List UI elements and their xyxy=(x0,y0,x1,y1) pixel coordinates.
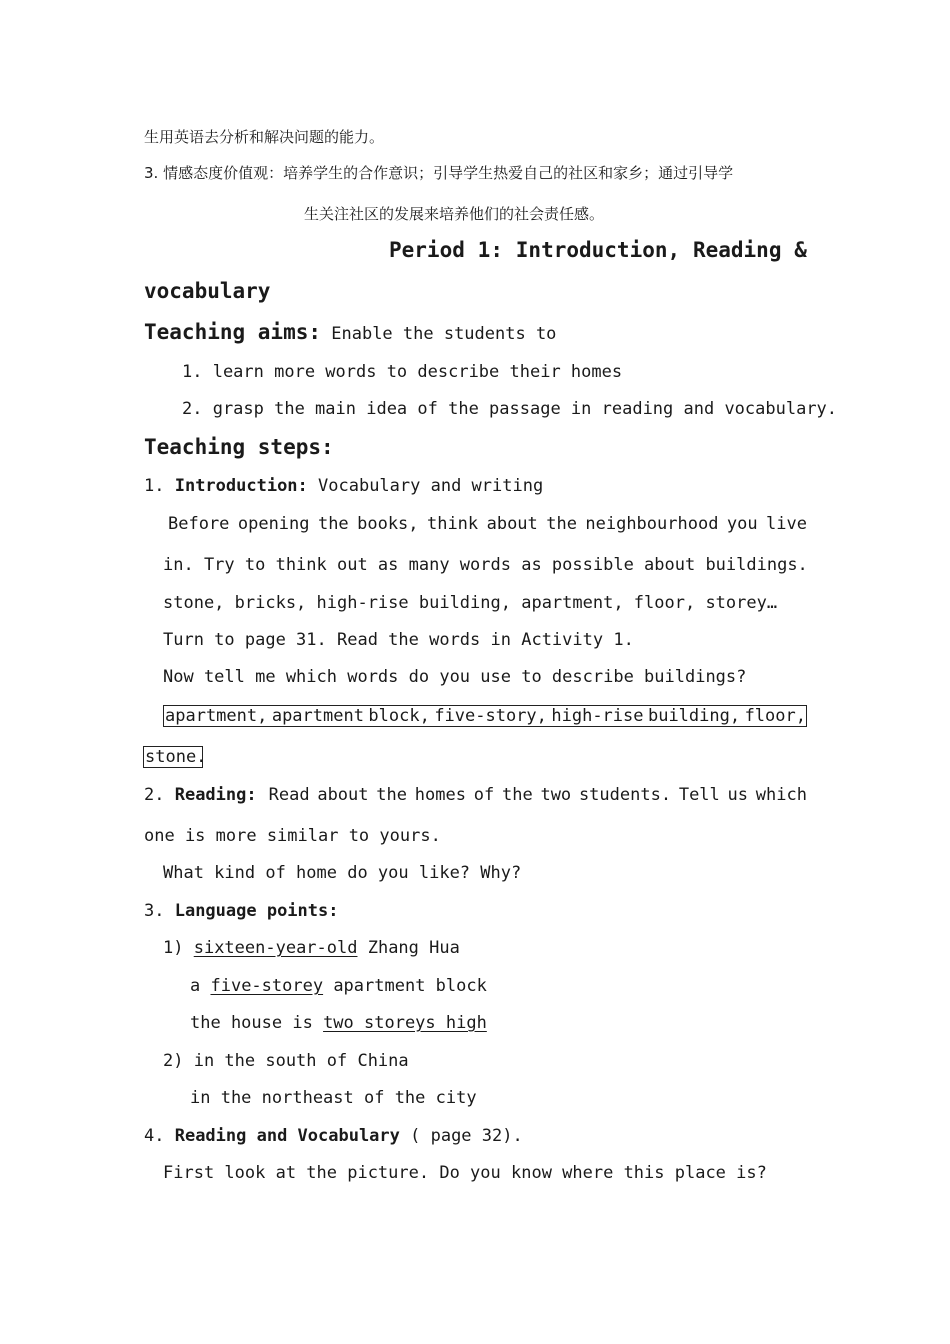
word: think xyxy=(426,514,479,534)
point-number: 1) xyxy=(163,938,194,958)
step-number: 4. xyxy=(144,1126,175,1146)
word: you xyxy=(726,514,758,534)
step-2-text xyxy=(269,784,807,806)
word: the xyxy=(546,514,577,534)
period-title xyxy=(389,239,807,261)
word: five-story, xyxy=(434,706,547,726)
aim-item-2: 2. grasp the main idea of the passage in reading and vocabulary. xyxy=(182,399,838,419)
word: live xyxy=(766,514,807,534)
language-point-1-example-a xyxy=(190,975,487,997)
period-title-word: 1: xyxy=(477,238,503,262)
phrase-rest: apartment block xyxy=(323,976,487,996)
answer-box-line-1 xyxy=(163,705,807,727)
period-title-continued: vocabulary xyxy=(144,279,271,303)
word: us xyxy=(727,785,749,805)
answer-box-line-2: stone. xyxy=(145,747,207,767)
teaching-aims-label: Teaching aims: xyxy=(144,320,322,344)
step-1-instruction: Turn to page 31. Read the words in Activity 1. xyxy=(163,630,634,650)
step-1-paragraph-line-2: in. Try to think out as many words as possible about buildings. xyxy=(163,555,808,575)
word: the xyxy=(501,785,533,805)
step-1-word-list: stone, bricks, high-rise building, apartment, floor, storey… xyxy=(163,593,778,613)
word: building, xyxy=(647,706,741,726)
word: apartment, xyxy=(165,706,268,726)
period-title-word: Period xyxy=(389,238,465,262)
word: about xyxy=(317,785,369,805)
word: books, xyxy=(357,514,419,534)
word: two xyxy=(540,785,572,805)
period-title-word: & xyxy=(794,238,807,262)
step-2-text-continued: one is more similar to yours. xyxy=(144,826,441,846)
step-2-question: What kind of home do you like? Why? xyxy=(163,863,522,883)
language-point-2-example: in the northeast of the city xyxy=(190,1088,477,1108)
step-1-heading xyxy=(144,475,543,497)
teaching-steps-label: Teaching steps: xyxy=(144,435,334,459)
word: about xyxy=(486,514,538,534)
step-4-question: First look at the picture. Do you know where this place is? xyxy=(163,1163,767,1183)
step-1-paragraph-line-1 xyxy=(168,513,807,535)
word: homes xyxy=(414,785,466,805)
word: students. xyxy=(578,785,672,805)
word: Read xyxy=(268,785,310,805)
underlined-phrase: sixteen-year-old xyxy=(193,938,358,958)
underlined-phrase: five-storey xyxy=(210,976,324,996)
word: Before xyxy=(168,514,230,534)
step-3-heading xyxy=(144,900,338,922)
step-2-label: Reading: xyxy=(174,785,257,805)
language-point-1-example-b xyxy=(190,1012,487,1034)
word: the xyxy=(317,514,349,534)
word: floor, xyxy=(744,706,806,726)
word: block, xyxy=(368,706,430,726)
step-4-label: Reading and Vocabulary xyxy=(174,1126,400,1146)
word: opening xyxy=(237,514,310,534)
step-4-heading xyxy=(144,1125,523,1147)
phrase-prefix: the house is xyxy=(190,1013,324,1033)
word: neighbourhood xyxy=(585,514,719,534)
word: of xyxy=(473,785,495,805)
word: Tell xyxy=(678,785,720,805)
teaching-aims xyxy=(144,321,556,345)
underlined-phrase: two storeys high xyxy=(323,1013,487,1033)
language-point-1 xyxy=(163,937,460,959)
aim-item-1: 1. learn more words to describe their homes xyxy=(182,362,623,382)
intro-line-3: 生关注社区的发展来培养他们的社会责任感。 xyxy=(304,205,605,223)
step-4-text: ( page 32). xyxy=(399,1126,523,1146)
step-number: 3. xyxy=(144,901,175,921)
step-1-question: Now tell me which words do you use to describe buildings? xyxy=(163,667,747,687)
step-number: 1. xyxy=(144,476,175,496)
period-title-word: Reading xyxy=(692,238,782,262)
word: which xyxy=(755,785,807,805)
teaching-aims-text: Enable the students to xyxy=(321,324,557,344)
word: the xyxy=(376,785,407,805)
step-number: 2. xyxy=(144,785,175,805)
word: apartment xyxy=(271,706,364,726)
period-title-word: Introduction, xyxy=(515,238,681,262)
intro-line-2: 3. 情感态度价值观：培养学生的合作意识；引导学生热爱自己的社区和家乡；通过引导学 xyxy=(144,164,734,182)
step-3-label: Language points: xyxy=(174,901,339,921)
phrase-rest: Zhang Hua xyxy=(357,938,460,958)
word: high-rise xyxy=(551,706,644,726)
step-1-label: Introduction: xyxy=(174,476,308,496)
step-1-text: Vocabulary and writing xyxy=(307,476,544,496)
language-point-2: 2) in the south of China xyxy=(163,1051,409,1071)
intro-line-1: 生用英语去分析和解决问题的能力。 xyxy=(144,128,385,146)
step-2-heading xyxy=(144,784,807,806)
phrase-prefix: a xyxy=(190,976,211,996)
